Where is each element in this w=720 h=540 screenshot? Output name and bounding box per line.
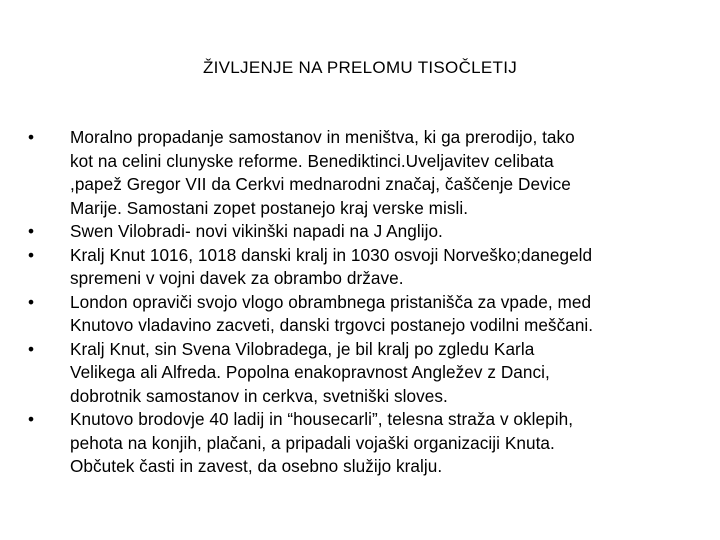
bullet-item — [28, 126, 692, 220]
bullet-line: pehota na konjih, plačani, a pripadali vojaški organizaciji Knuta. — [70, 432, 555, 453]
bullet-line: Kralj Knut 1016, 1018 danski kralj in 1030 osvoji Norveško;danegeld — [70, 244, 593, 265]
bullet-line: Kralj Knut, sin Svena Vilobradega, je bil kralj po zgledu Karla — [70, 338, 535, 359]
bullet-line: Moralno propadanje samostanov in meništva, ki ga prerodijo, tako — [70, 127, 575, 147]
bullet-line: Velikega ali Alfreda. Popolna enakopravnost Angležev z Danci, — [70, 362, 550, 382]
bullet-icon: • — [28, 244, 35, 265]
bullet-line: kot na celini clunyske reforme. Benediktinci.Uveljavitev celibata — [70, 150, 554, 171]
bullet-line: Marije. Samostani zopet postanejo kraj verske misli. — [70, 197, 469, 218]
bullet-list — [28, 126, 692, 479]
bullet-item — [28, 338, 692, 409]
bullet-icon: • — [28, 409, 35, 429]
bullet-line: Občutek časti in zavest, da osebno služijo kralju. — [70, 456, 443, 476]
bullet-line: Knutovo vladavino zacveti, danski trgovci postanejo vodilni meščani. — [70, 315, 594, 335]
bullet-icon: • — [28, 221, 35, 241]
bullet-icon: • — [28, 291, 35, 312]
bullet-line: spremeni v vojni davek za obrambo države. — [70, 268, 404, 288]
bullet-item — [28, 408, 692, 479]
bullet-line: dobrotnik samostanov in cerkva, svetniški sloves. — [70, 385, 448, 406]
bullet-line: Knutovo brodovje 40 ladij in “housecarli”, telesna straža v oklepih, — [70, 409, 574, 429]
bullet-item — [28, 244, 692, 291]
bullet-line: London opraviči svojo vlogo obrambnega pristanišča za vpade, med — [70, 291, 592, 312]
slide-title: ŽIVLJENJE NA PRELOMU TISOČLETIJ — [202, 58, 518, 77]
bullet-item — [28, 291, 692, 338]
bullet-item — [28, 220, 692, 244]
bullet-line: Swen Vilobradi- novi vikinški napadi na J Anglijo. — [70, 221, 443, 241]
bullet-line: ,papež Gregor VII da Cerkvi mednarodni značaj, čaščenje Device — [70, 174, 571, 194]
bullet-icon: • — [28, 338, 35, 359]
bullet-icon: • — [28, 127, 35, 147]
